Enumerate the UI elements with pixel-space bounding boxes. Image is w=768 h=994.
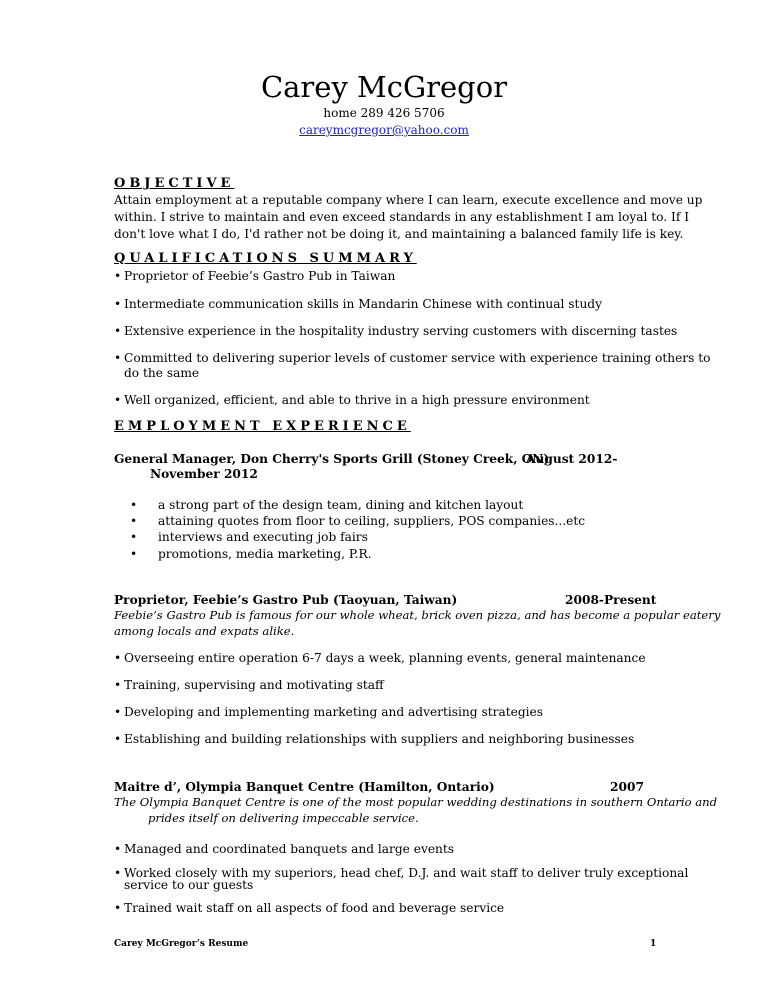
job-title: General Manager, Don Cherry's Sports Grill (Stoney Creek, ON) — [114, 452, 550, 466]
footer-label: Carey McGregor’s Resume — [114, 939, 249, 949]
job-date: August 2012- — [526, 452, 618, 466]
job-duty-continued: service to our guests — [124, 878, 254, 892]
employment-heading: EMPLOYMENT EXPERIENCE — [114, 419, 411, 434]
job-title: Maitre d’, Olympia Banquet Centre (Hamilton, Ontario) — [114, 780, 495, 794]
qualification-item: • Extensive experience in the hospitality industry serving customers with discerning tastes — [114, 324, 678, 338]
job-date-end: November 2012 — [150, 467, 258, 481]
page-number: 1 — [650, 939, 657, 949]
job-title: Proprietor, Feebie’s Gastro Pub (Taoyuan, Taiwan) — [114, 593, 458, 607]
phone-number: home 289 426 5706 — [323, 106, 445, 120]
job-description: Feebie’s Gastro Pub is famous for our whole wheat, brick oven pizza, and has become a popular eatery — [114, 608, 721, 622]
email-link[interactable]: careymcgregor@yahoo.com — [299, 123, 469, 137]
qualification-item: • Well organized, efficient, and able to thrive in a high pressure environment — [114, 393, 590, 407]
objective-heading: OBJECTIVE — [114, 176, 235, 191]
qualification-item-continued: do the same — [124, 366, 200, 380]
job-date: 2008-Present — [565, 593, 657, 607]
job-duty: • Managed and coordinated banquets and large events — [114, 842, 455, 856]
job-duty: • Training, supervising and motivating staff — [114, 678, 384, 692]
qualification-item: • Intermediate communication skills in Mandarin Chinese with continual study — [114, 297, 602, 311]
job-duty: • a strong part of the design team, dining and kitchen layout — [130, 498, 524, 512]
qualification-item: • Proprietor of Feebie’s Gastro Pub in Taiwan — [114, 269, 396, 283]
job-duty: • interviews and executing job fairs — [130, 530, 368, 544]
job-duty: • Developing and implementing marketing and advertising strategies — [114, 705, 543, 719]
qualifications-heading: QUALIFICATIONS SUMMARY — [114, 251, 417, 266]
candidate-name: Carey McGregor — [260, 70, 508, 104]
qualification-item: • Committed to delivering superior levels of customer service with experience training others to — [114, 351, 711, 365]
email-line — [0, 123, 768, 137]
job-description: among locals and expats alike. — [114, 624, 295, 638]
job-duty: • attaining quotes from floor to ceiling, suppliers, POS companies...etc — [130, 514, 586, 528]
job-duty: • Overseeing entire operation 6-7 days a week, planning events, general maintenance — [114, 651, 646, 665]
objective-line: Attain employment at a reputable company where I can learn, execute excellence and move up — [114, 193, 703, 207]
job-description: prides itself on delivering impeccable service. — [148, 811, 419, 825]
objective-line: within. I strive to maintain and even exceed standards in any establishment I am loyal to. If I — [114, 210, 690, 224]
objective-line: don't love what I do, I'd rather not be doing it, and maintaining a balanced family life is key. — [114, 227, 684, 241]
job-duty: • promotions, media marketing, P.R. — [130, 547, 372, 561]
job-description: The Olympia Banquet Centre is one of the most popular wedding destinations in southern Ontario and — [114, 795, 718, 809]
job-date: 2007 — [610, 780, 644, 794]
job-duty: • Worked closely with my superiors, head chef, D.J. and wait staff to deliver truly exceptional — [114, 866, 689, 880]
job-duty: • Establishing and building relationships with suppliers and neighboring businesses — [114, 732, 635, 746]
job-duty: • Trained wait staff on all aspects of food and beverage service — [114, 901, 505, 915]
